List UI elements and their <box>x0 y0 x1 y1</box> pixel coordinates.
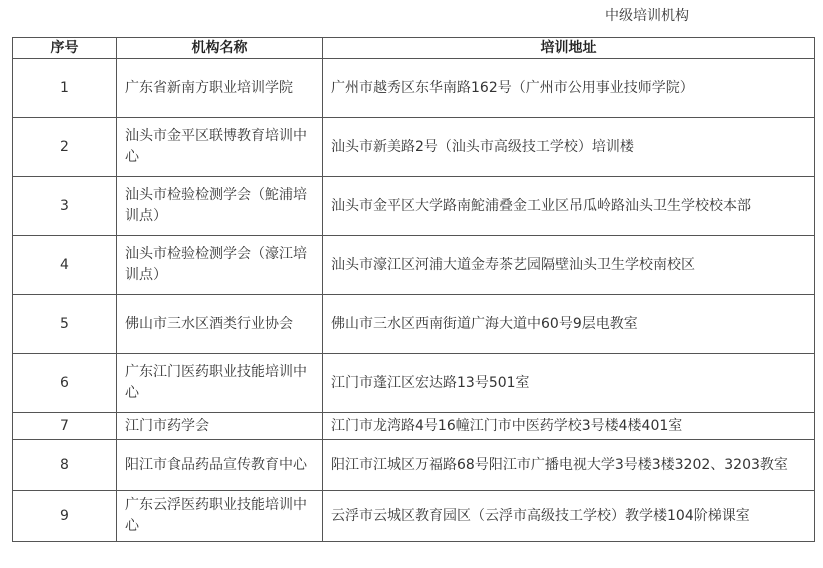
training-address: 江门市蓬江区宏达路13号501室 <box>323 354 815 413</box>
row-index: 6 <box>13 354 117 413</box>
training-address: 广州市越秀区东华南路162号（广州市公用事业技师学院） <box>323 59 815 118</box>
institution-name: 佛山市三水区酒类行业协会 <box>117 295 323 354</box>
row-index: 1 <box>13 59 117 118</box>
page-title: 中级培训机构 <box>605 8 689 24</box>
table-row <box>13 413 815 440</box>
training-address: 江门市龙湾路4号16幢江门市中医药学校3号楼4楼401室 <box>323 413 815 440</box>
training-address: 佛山市三水区西南街道广海大道中60号9层电教室 <box>323 295 815 354</box>
row-index: 3 <box>13 177 117 236</box>
table-row <box>13 236 815 295</box>
header-address: 培训地址 <box>323 38 815 59</box>
training-address: 云浮市云城区教育园区（云浮市高级技工学校）教学楼104阶梯课室 <box>323 491 815 542</box>
row-index: 9 <box>13 491 117 542</box>
table-row <box>13 440 815 491</box>
institution-name: 江门市药学会 <box>117 413 323 440</box>
training-address: 阳江市江城区万福路68号阳江市广播电视大学3号楼3楼3202、3203教室 <box>323 440 815 491</box>
row-index: 7 <box>13 413 117 440</box>
institution-name: 广东省新南方职业培训学院 <box>117 59 323 118</box>
row-index: 5 <box>13 295 117 354</box>
row-index: 8 <box>13 440 117 491</box>
institution-name: 广东云浮医药职业技能培训中心 <box>117 491 323 542</box>
table-row <box>13 177 815 236</box>
institution-name: 阳江市食品药品宣传教育中心 <box>117 440 323 491</box>
training-institutions-table <box>12 37 815 542</box>
table-row <box>13 59 815 118</box>
row-index: 2 <box>13 118 117 177</box>
training-address: 汕头市金平区大学路南鮀浦叠金工业区吊瓜岭路汕头卫生学校校本部 <box>323 177 815 236</box>
table-row <box>13 491 815 542</box>
table-header-row <box>13 38 815 59</box>
row-index: 4 <box>13 236 117 295</box>
table-row <box>13 354 815 413</box>
institution-name: 汕头市检验检测学会（濠江培训点） <box>117 236 323 295</box>
training-address: 汕头市濠江区河浦大道金寿茶艺园隔壁汕头卫生学校南校区 <box>323 236 815 295</box>
institution-name: 汕头市金平区联博教育培训中心 <box>117 118 323 177</box>
institution-name: 广东江门医药职业技能培训中心 <box>117 354 323 413</box>
header-name: 机构名称 <box>117 38 323 59</box>
table-row <box>13 118 815 177</box>
table-row <box>13 295 815 354</box>
training-address: 汕头市新美路2号（汕头市高级技工学校）培训楼 <box>323 118 815 177</box>
header-index: 序号 <box>13 38 117 59</box>
institution-name: 汕头市检验检测学会（鮀浦培训点） <box>117 177 323 236</box>
